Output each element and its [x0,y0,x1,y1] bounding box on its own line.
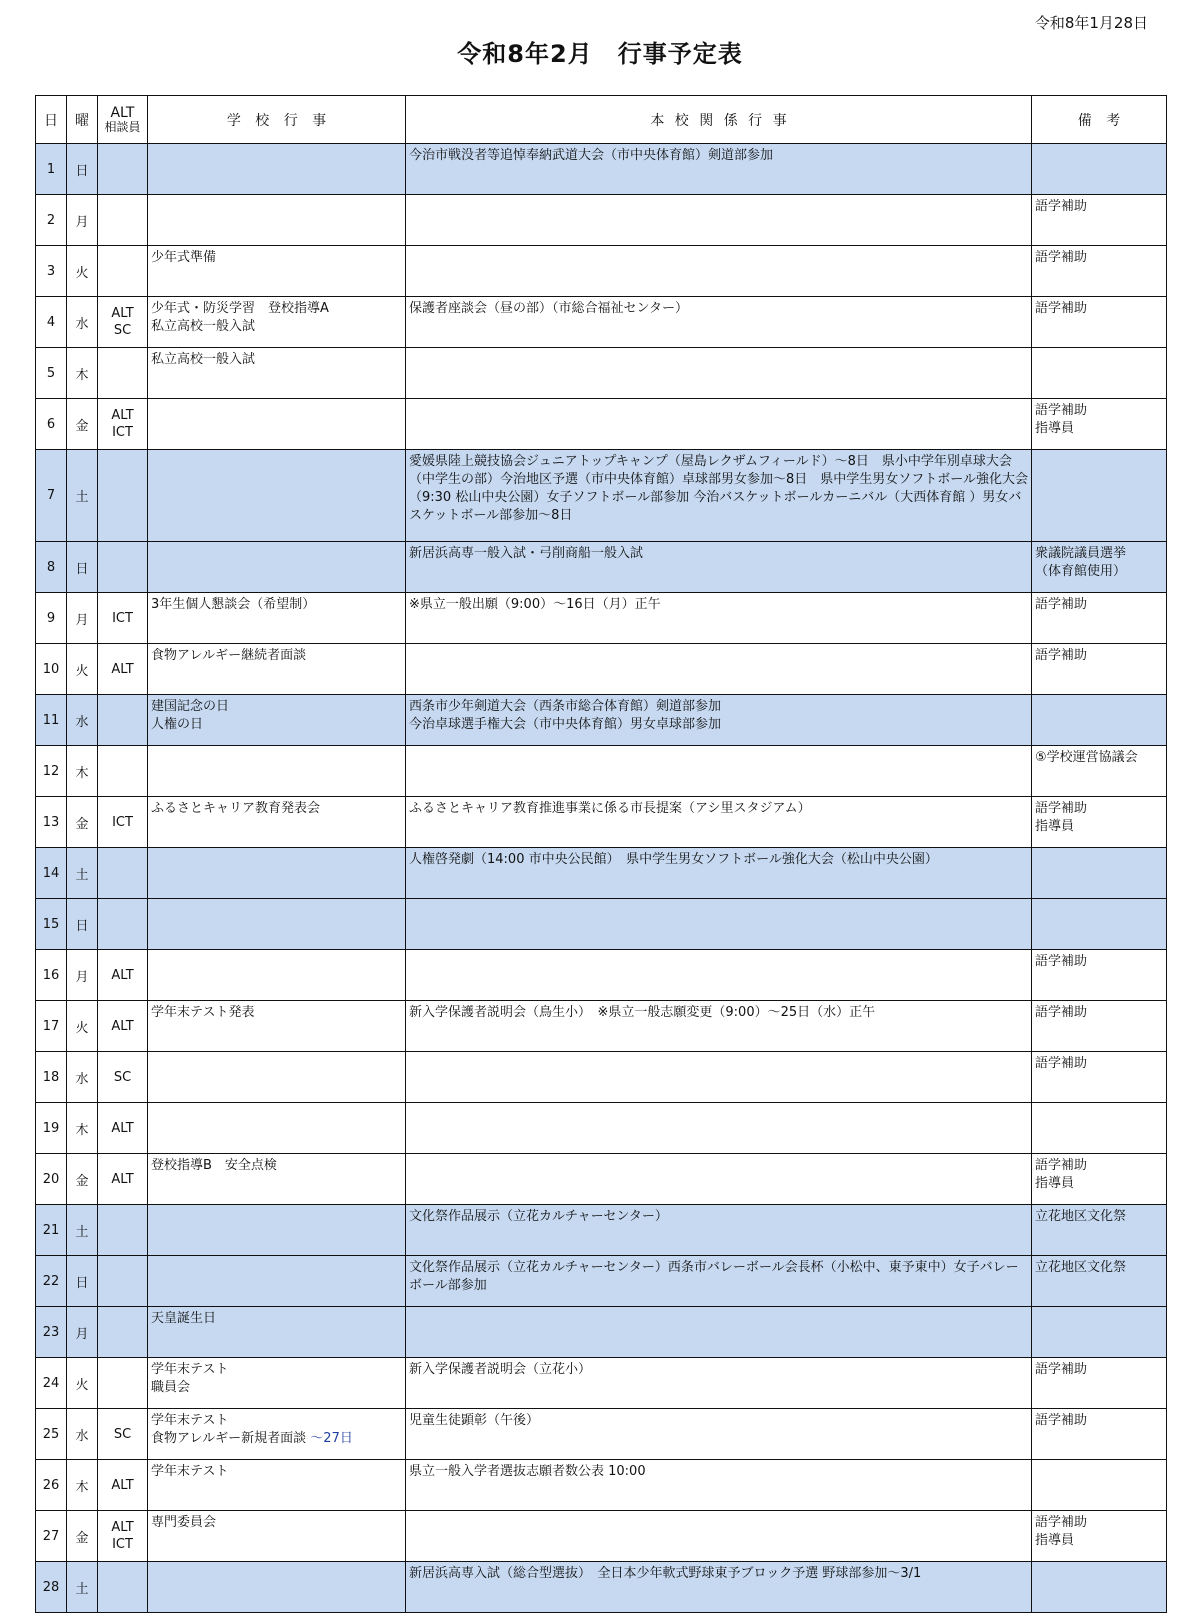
school-event-cell [148,144,406,195]
table-row [36,644,1167,695]
related-event-cell: 新入学保護者説明会（立花小） [406,1358,1032,1409]
header-notes: 備 考 [1032,96,1167,144]
weekday-cell: 月 [67,593,98,644]
alt-cell [98,848,148,899]
table-row [36,1256,1167,1307]
school-event-cell: 専門委員会 [148,1511,406,1562]
alt-cell: ALT [98,950,148,1001]
day-cell: 14 [36,848,67,899]
weekday-cell: 月 [67,1307,98,1358]
notes-cell: ⑤学校運営協議会 [1032,746,1167,797]
related-event-cell: 新居浜高専入試（総合型選抜） 全日本少年軟式野球東予ブロック予選 野球部参加～3/1 [406,1562,1032,1613]
day-cell: 21 [36,1205,67,1256]
table-row [36,1103,1167,1154]
alt-cell [98,1307,148,1358]
day-cell: 24 [36,1358,67,1409]
related-event-cell: ふるさとキャリア教育推進事業に係る市長提案（アシ里スタジアム） [406,797,1032,848]
alt-cell [98,542,148,593]
alt-cell: ALT [98,1001,148,1052]
notes-cell: 語学補助 指導員 [1032,797,1167,848]
weekday-cell: 火 [67,1001,98,1052]
table-row [36,348,1167,399]
table-row [36,797,1167,848]
table-row [36,1154,1167,1205]
table-row [36,542,1167,593]
table-row [36,1205,1167,1256]
school-event-cell: 学年末テスト 職員会 [148,1358,406,1409]
school-event-cell [148,1562,406,1613]
table-row [36,144,1167,195]
notes-cell: 立花地区文化祭 [1032,1256,1167,1307]
header-related-events: 本 校 関 係 行 事 [406,96,1032,144]
day-cell: 15 [36,899,67,950]
notes-cell [1032,899,1167,950]
related-event-cell: 県立一般入学者選抜志願者数公表 10:00 [406,1460,1032,1511]
table-row [36,1460,1167,1511]
weekday-cell: 水 [67,695,98,746]
notes-cell [1032,1307,1167,1358]
day-cell: 6 [36,399,67,450]
alt-cell: ALT [98,644,148,695]
school-event-cell [148,1409,406,1460]
weekday-cell: 月 [67,950,98,1001]
related-event-cell [406,1307,1032,1358]
related-event-cell [406,950,1032,1001]
weekday-cell: 土 [67,1562,98,1613]
related-event-cell [406,899,1032,950]
weekday-cell: 木 [67,348,98,399]
alt-cell [98,195,148,246]
weekday-cell: 水 [67,1409,98,1460]
weekday-cell: 日 [67,1256,98,1307]
related-event-cell: 児童生徒顕彰（午後） [406,1409,1032,1460]
day-cell: 10 [36,644,67,695]
school-event-cell [148,848,406,899]
day-cell: 27 [36,1511,67,1562]
related-event-cell: 保護者座談会（昼の部）（市総合福祉センター） [406,297,1032,348]
school-event-cell: 建国記念の日 人権の日 [148,695,406,746]
day-cell: 8 [36,542,67,593]
alt-cell: ALT ICT [98,399,148,450]
school-event-cell: 私立高校一般入試 [148,348,406,399]
table-row [36,1358,1167,1409]
related-event-cell [406,1052,1032,1103]
alt-cell [98,1256,148,1307]
alt-cell [98,246,148,297]
day-cell: 2 [36,195,67,246]
day-cell: 19 [36,1103,67,1154]
header-school-events: 学 校 行 事 [148,96,406,144]
related-event-cell: 新入学保護者説明会（鳥生小） ※県立一般志願変更（9:00）～25日（水）正午 [406,1001,1032,1052]
related-event-cell [406,246,1032,297]
notes-cell [1032,848,1167,899]
alt-cell: SC [98,1052,148,1103]
day-cell: 23 [36,1307,67,1358]
day-cell: 16 [36,950,67,1001]
school-event-cell [148,399,406,450]
table-row [36,1307,1167,1358]
notes-cell: 語学補助 [1032,1409,1167,1460]
table-row [36,246,1167,297]
school-event-cell [148,1103,406,1154]
notes-cell: 語学補助 指導員 [1032,1154,1167,1205]
school-event-cell: ふるさとキャリア教育発表会 [148,797,406,848]
notes-cell [1032,695,1167,746]
weekday-cell: 木 [67,746,98,797]
table-row [36,695,1167,746]
table-row [36,399,1167,450]
weekday-cell: 金 [67,797,98,848]
school-event-cell [148,450,406,542]
alt-cell [98,899,148,950]
related-event-cell: 愛媛県陸上競技協会ジュニアトップキャンプ（屋島レクザムフィールド）～8日 県小中学年別卓球大会（中学生の部）今治地区予選（市中央体育館）卓球部男女参加～8日 県中学生男女ソフトボール強化大会（9:30 松山中央公園）女子ソフトボール部参加 今治バスケットボールカーニバル（大西体育館 ）男女バスケットボール部参加～8日 [406,450,1032,542]
notes-cell: 語学補助 [1032,1358,1167,1409]
notes-cell: 語学補助 [1032,950,1167,1001]
weekday-cell: 木 [67,1460,98,1511]
table-row [36,1052,1167,1103]
day-cell: 25 [36,1409,67,1460]
school-event-cell [148,899,406,950]
table-row [36,899,1167,950]
header-alt [98,96,148,144]
school-event-cell [148,1052,406,1103]
weekday-cell: 火 [67,246,98,297]
related-event-cell: 西条市少年剣道大会（西条市総合体育館）剣道部参加 今治卓球選手権大会（市中央体育館）男女卓球部参加 [406,695,1032,746]
notes-cell: 語学補助 指導員 [1032,1511,1167,1562]
weekday-cell: 水 [67,297,98,348]
weekday-cell: 火 [67,644,98,695]
alt-cell: ICT [98,797,148,848]
day-cell: 12 [36,746,67,797]
header-weekday: 曜 [67,96,98,144]
alt-cell: ALT [98,1460,148,1511]
alt-cell [98,1205,148,1256]
alt-cell: ALT SC [98,297,148,348]
notes-cell: 語学補助 [1032,593,1167,644]
alt-cell [98,695,148,746]
table-row [36,1511,1167,1562]
notes-cell: 語学補助 [1032,1001,1167,1052]
school-event-cell: 登校指導B 安全点検 [148,1154,406,1205]
table-row [36,593,1167,644]
alt-cell [98,1358,148,1409]
day-cell: 28 [36,1562,67,1613]
alt-cell: ALT [98,1154,148,1205]
table-row [36,746,1167,797]
day-cell: 13 [36,797,67,848]
alt-cell: ICT [98,593,148,644]
school-event-cell: 学年末テスト [148,1460,406,1511]
school-event-cell [148,1205,406,1256]
school-event-cell [148,542,406,593]
related-event-cell [406,746,1032,797]
table-row [36,848,1167,899]
related-event-cell [406,195,1032,246]
alt-cell [98,450,148,542]
related-event-cell: 文化祭作品展示（立花カルチャーセンター） [406,1205,1032,1256]
notes-cell: 語学補助 指導員 [1032,399,1167,450]
alt-cell: ALT ICT [98,1511,148,1562]
alt-cell [98,144,148,195]
weekday-cell: 月 [67,195,98,246]
related-event-cell: ※県立一般出願（9:00）～16日（月）正午 [406,593,1032,644]
schedule-table [35,95,1167,1613]
school-event-cell: 少年式・防災学習 登校指導A 私立高校一般入試 [148,297,406,348]
alt-cell: SC [98,1409,148,1460]
weekday-cell: 日 [67,144,98,195]
related-event-cell [406,348,1032,399]
notes-cell: 語学補助 [1032,195,1167,246]
day-cell: 20 [36,1154,67,1205]
school-event-cell: 3年生個人懇談会（希望制） [148,593,406,644]
table-row [36,1562,1167,1613]
related-event-cell: 今治市戦没者等追悼奉納武道大会（市中央体育館）剣道部参加 [406,144,1032,195]
weekday-cell: 土 [67,848,98,899]
school-event-cell [148,195,406,246]
notes-cell [1032,1460,1167,1511]
day-cell: 18 [36,1052,67,1103]
day-cell: 3 [36,246,67,297]
school-event-cell: 天皇誕生日 [148,1307,406,1358]
school-event-cell [148,1256,406,1307]
school-event-cell: 食物アレルギー継続者面談 [148,644,406,695]
related-event-cell: 文化祭作品展示（立花カルチャーセンター）西条市バレーボール会長杯（小松中、東予東中）女子バレーボール部参加 [406,1256,1032,1307]
related-event-cell [406,1511,1032,1562]
weekday-cell: 金 [67,399,98,450]
issue-date: 令和8年1月28日 [1034,14,1148,32]
school-event-text: 学年末テスト 食物アレルギー新規者面談 [151,1413,307,1446]
related-event-cell [406,399,1032,450]
table-row [36,297,1167,348]
school-event-cell: 少年式準備 [148,246,406,297]
related-event-cell: 新居浜高専一般入試・弓削商船一般入試 [406,542,1032,593]
day-cell: 1 [36,144,67,195]
day-cell: 9 [36,593,67,644]
weekday-cell: 水 [67,1052,98,1103]
weekday-cell: 木 [67,1103,98,1154]
table-row [36,1409,1167,1460]
notes-cell: 衆議院議員選挙 （体育館使用） [1032,542,1167,593]
alt-cell [98,348,148,399]
day-cell: 22 [36,1256,67,1307]
header-alt-label: ALT [110,104,135,121]
notes-cell [1032,1562,1167,1613]
alt-cell [98,746,148,797]
notes-cell [1032,348,1167,399]
day-cell: 26 [36,1460,67,1511]
related-event-cell: 人権啓発劇（14:00 市中央公民館） 県中学生男女ソフトボール強化大会（松山中央公園） [406,848,1032,899]
notes-cell: 語学補助 [1032,297,1167,348]
school-event-cell: 学年末テスト発表 [148,1001,406,1052]
related-event-cell [406,644,1032,695]
related-event-cell [406,1103,1032,1154]
weekday-cell: 金 [67,1154,98,1205]
day-cell: 5 [36,348,67,399]
weekday-cell: 土 [67,1205,98,1256]
notes-cell: 立花地区文化祭 [1032,1205,1167,1256]
weekday-cell: 土 [67,450,98,542]
table-row [36,195,1167,246]
school-event-cell [148,950,406,1001]
notes-cell: 語学補助 [1032,1052,1167,1103]
weekday-cell: 金 [67,1511,98,1562]
day-cell: 17 [36,1001,67,1052]
header-alt-sub: 相談員 [104,119,141,134]
notes-cell [1032,450,1167,542]
notes-cell [1032,144,1167,195]
page-title: 令和8年2月 行事予定表 [457,40,743,68]
day-cell: 11 [36,695,67,746]
notes-cell [1032,1103,1167,1154]
school-event-cell [148,746,406,797]
day-cell: 7 [36,450,67,542]
header-row [36,96,1167,144]
weekday-cell: 日 [67,542,98,593]
header-day: 日 [36,96,67,144]
notes-cell: 語学補助 [1032,644,1167,695]
weekday-cell: 火 [67,1358,98,1409]
school-event-period-note: ～27日 [310,1431,353,1446]
table-row [36,1001,1167,1052]
day-cell: 4 [36,297,67,348]
weekday-cell: 日 [67,899,98,950]
table-row [36,450,1167,542]
alt-cell: ALT [98,1103,148,1154]
notes-cell: 語学補助 [1032,246,1167,297]
alt-cell [98,1562,148,1613]
table-row [36,950,1167,1001]
related-event-cell [406,1154,1032,1205]
